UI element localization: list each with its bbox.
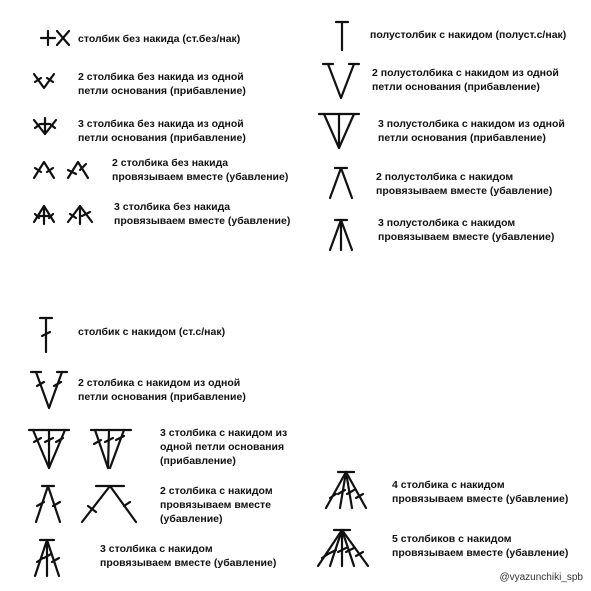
hdc-icon — [334, 20, 350, 52]
sc-inc2-icon — [32, 70, 56, 92]
label-line: (убавление) — [160, 513, 223, 525]
label-line: 2 столбика без накида из одной — [78, 71, 244, 83]
label-line: одной петли основания — [160, 441, 285, 453]
label-line: провязываем вместе (убавление) — [392, 547, 569, 559]
label-line: столбик с накидом (ст.с/нак) — [78, 326, 226, 338]
sc-dec3-label — [114, 200, 290, 228]
sc-inc3-icon — [32, 116, 58, 138]
watermark: @vyazunchiki_spb — [499, 572, 583, 583]
hdc-inc2-icon — [322, 62, 360, 100]
label-line: 3 полустолбика с накидом из одной — [378, 118, 565, 130]
label-line: 3 столбика без накида — [114, 201, 231, 213]
dc-dec4-icon — [324, 470, 368, 510]
hdc-dec2-label — [376, 170, 552, 198]
label-line: провязываем вместе (убавление) — [376, 185, 553, 197]
dc-dec5-label — [392, 532, 568, 560]
label-line: столбик без накида (ст.без/нак) — [78, 33, 241, 45]
hdc-inc3-icon — [318, 112, 360, 150]
sc-x-icon — [56, 30, 70, 46]
sc-dec3-icon — [32, 202, 98, 226]
hdc-dec3-label — [378, 216, 554, 244]
hdc-inc3-label — [378, 117, 565, 145]
sc-inc3-label — [78, 117, 246, 145]
sc-inc2-label — [78, 70, 246, 98]
label-line: провязываем вместе — [160, 499, 271, 511]
label-line: 3 полустолбика с накидом — [378, 217, 516, 229]
label-line: 4 столбика с накидом — [392, 479, 505, 491]
label-line: 3 столбика без накида из одной — [78, 118, 244, 130]
dc-icon — [38, 316, 54, 354]
label-line: 5 столбиков с накидом — [392, 533, 512, 545]
label-line: петли основания (прибавление) — [78, 391, 246, 403]
label-line: (прибавление) — [160, 455, 236, 467]
label-line: петли основания (прибавление) — [78, 85, 246, 97]
sc-dec2-icon — [32, 158, 94, 182]
label-line: провязываем вместе (убавление) — [114, 215, 291, 227]
label-line: полустолбик с накидом (полуст.с/нак) — [370, 29, 567, 41]
sc-plus-icon — [40, 30, 56, 46]
dc-inc3-label — [160, 426, 287, 468]
label-line: 2 столбика без накида — [112, 157, 229, 169]
label-line: 2 полустолбика с накидом из одной — [372, 67, 559, 79]
label-line: 3 столбика с накидом — [100, 543, 213, 555]
label-line: петли основания (прибавление) — [378, 132, 546, 144]
label-line: 2 столбика с накидом из одной — [78, 377, 241, 389]
label-line: провязываем вместе (убавление) — [100, 557, 277, 569]
label-line: провязываем вместе (убавление) — [112, 171, 289, 183]
dc-dec2-label — [160, 484, 273, 526]
dc-dec5-icon — [316, 528, 370, 568]
label-line: провязываем вместе (убавление) — [392, 493, 569, 505]
dc-dec4-label — [392, 478, 568, 506]
label-line: 3 столбика с накидом из — [160, 427, 288, 439]
dc-dec2-icon — [32, 484, 144, 524]
hdc-dec3-icon — [326, 218, 356, 252]
hdc-label — [370, 28, 566, 42]
dc-dec3-icon — [32, 538, 62, 578]
dc-label — [78, 325, 225, 339]
label-line: провязываем вместе (убавление) — [378, 231, 555, 243]
dc-inc3-icon — [28, 428, 132, 470]
label-line: 2 полустолбика с накидом — [376, 171, 514, 183]
label-line: петли основания (прибавление) — [372, 81, 540, 93]
label-line: петли основания (прибавление) — [78, 132, 246, 144]
hdc-dec2-icon — [326, 166, 356, 200]
sc-dec2-label — [112, 156, 288, 184]
sc-label — [78, 32, 240, 46]
hdc-inc2-label — [372, 66, 559, 94]
label-line: 2 столбика с накидом — [160, 485, 273, 497]
dc-dec3-label — [100, 542, 276, 570]
dc-inc2-icon — [30, 370, 68, 410]
dc-inc2-label — [78, 376, 246, 404]
